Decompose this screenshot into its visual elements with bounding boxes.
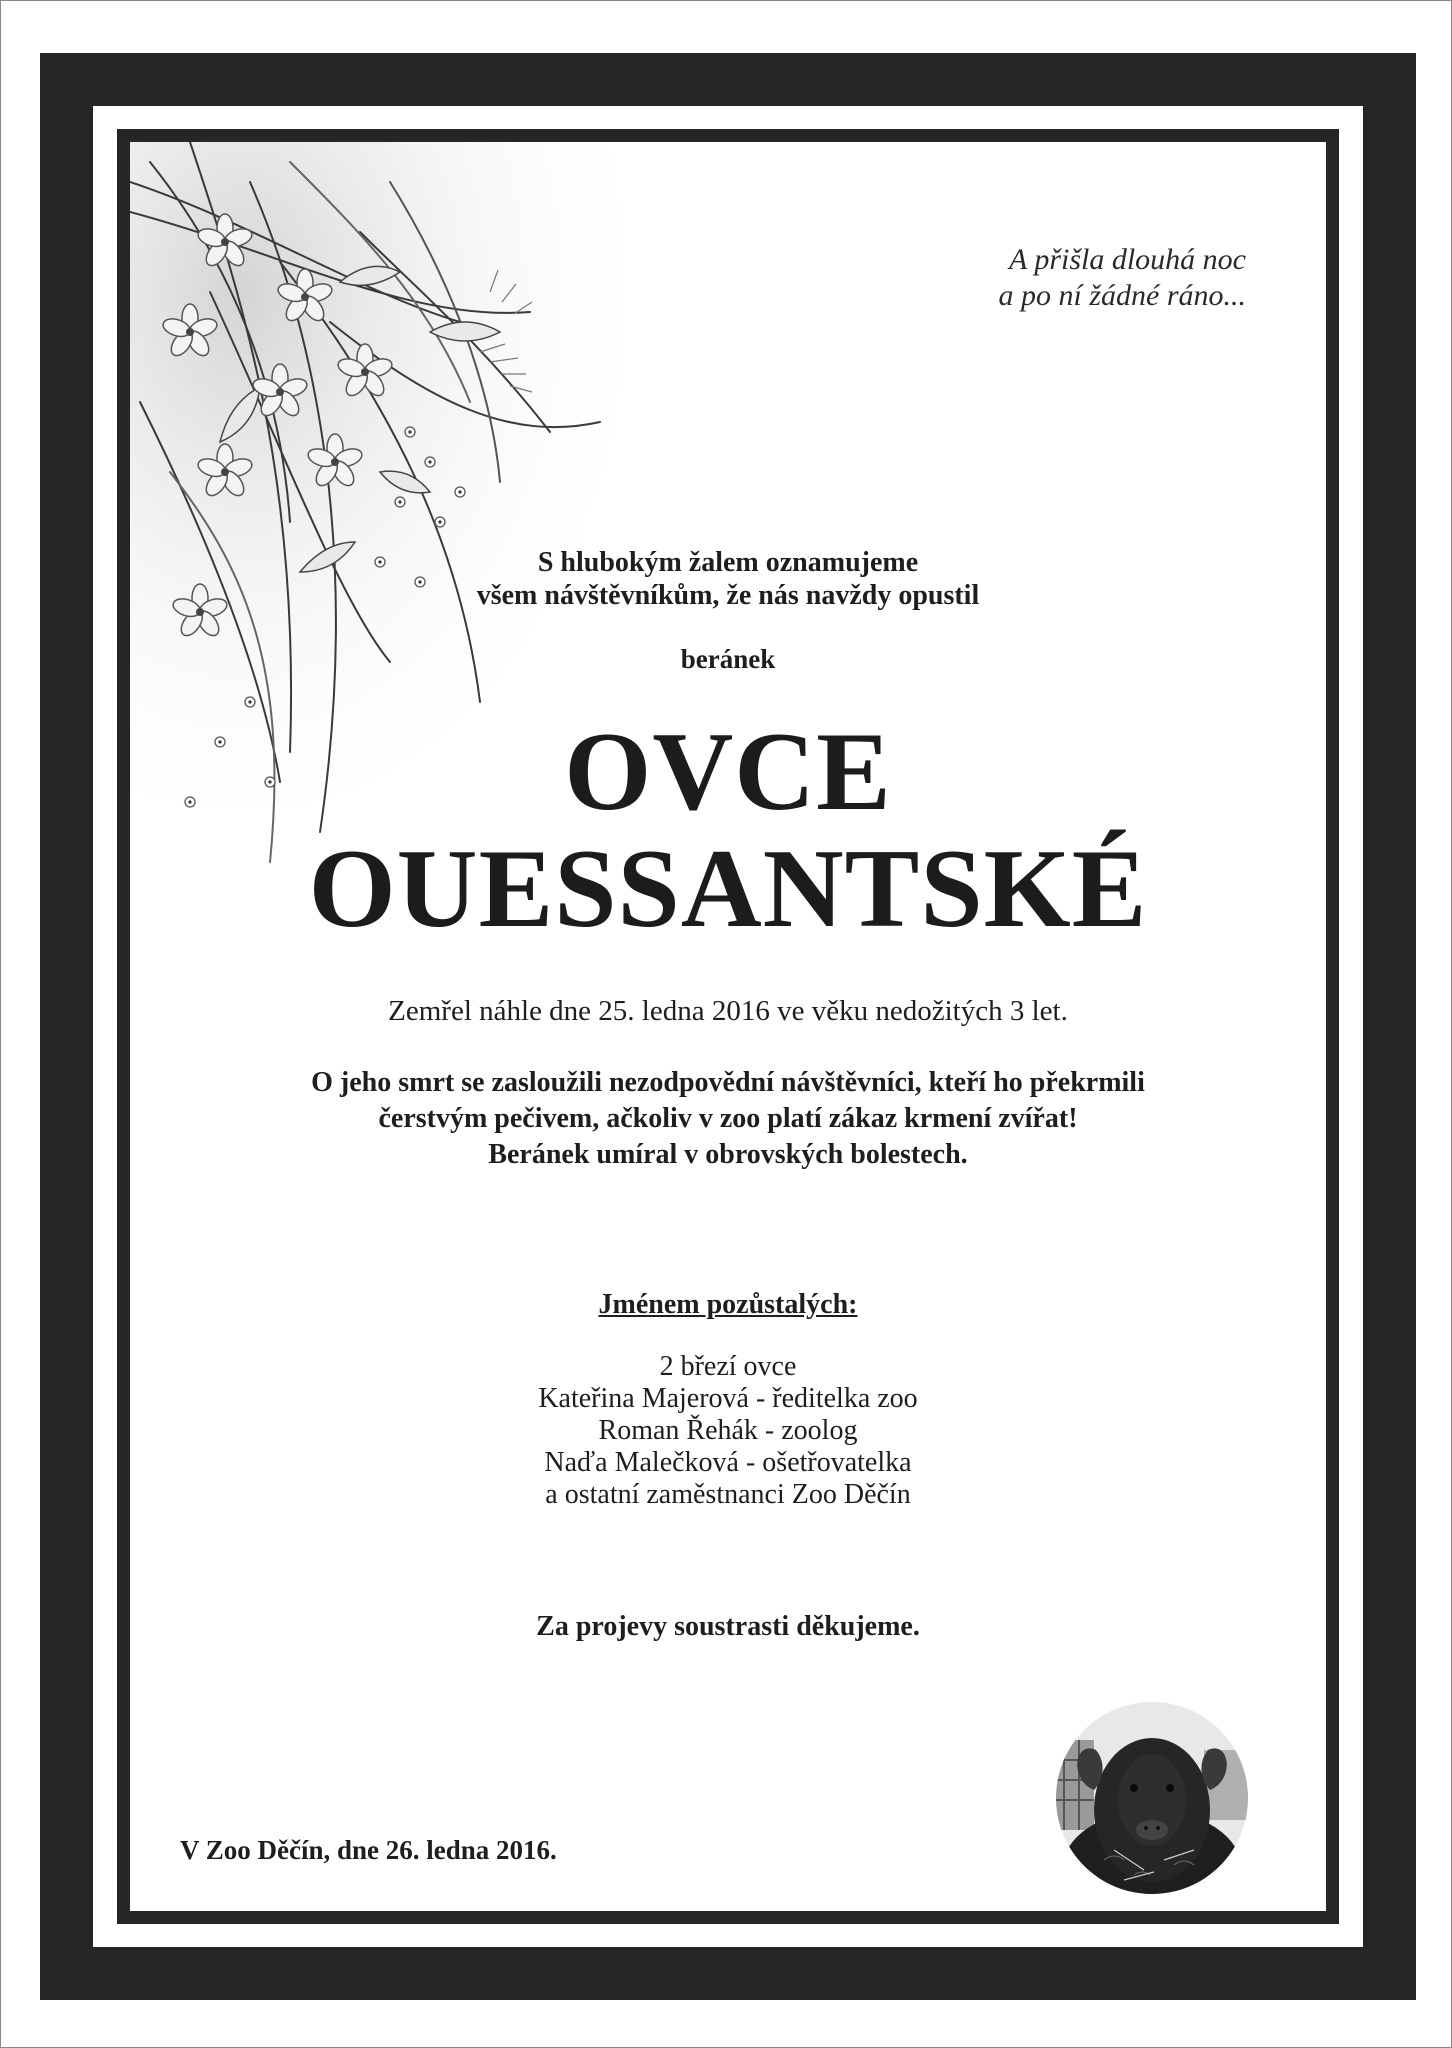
survivor-item: Roman Řehák - zoolog — [598, 1415, 858, 1446]
obituary-notice — [130, 142, 1326, 1911]
thanks-note: Za projevy soustrasti děkujeme. — [536, 1611, 920, 1642]
name-line: OVCE — [564, 710, 892, 834]
sheep-photo — [1054, 1700, 1250, 1896]
intro-line: S hlubokým žalem oznamujeme — [537, 547, 919, 578]
motto-line: A přišla dlouhá noc — [1009, 243, 1246, 276]
survivor-item: 2 březí ovce — [659, 1351, 797, 1382]
survivor-item: Naďa Malečková - ošetřovatelka — [544, 1447, 912, 1478]
name-line: OUESSANTSKÉ — [308, 827, 1148, 951]
motto-line: a po ní žádné ráno... — [998, 279, 1246, 312]
survivor-item: Kateřina Majerová - ředitelka zoo — [538, 1383, 918, 1414]
cause-line: Beránek umíral v obrovských bolestech. — [488, 1139, 968, 1170]
cause-line: O jeho smrt se zasloužili nezodpovědní návštěvníci, kteří ho překrmili — [311, 1067, 1145, 1098]
survivors-heading: Jménem pozůstalých: — [598, 1289, 858, 1320]
motto — [999, 242, 1247, 314]
subject-label: beránek — [680, 644, 776, 674]
intro-line: všem návštěvníkům, že nás navždy opustil — [476, 580, 980, 611]
survivor-item: a ostatní zaměstnanci Zoo Děčín — [545, 1479, 911, 1510]
cause-line: čerstvým pečivem, ačkoliv v zoo platí zákaz krmení zvířat! — [378, 1103, 1078, 1134]
place-and-date: V Zoo Děčín, dne 26. ledna 2016. — [180, 1835, 557, 1865]
cause-of-death — [130, 1065, 1326, 1173]
death-notice: Zemřel náhle dne 25. ledna 2016 ve věku nedožitých 3 let. — [388, 995, 1068, 1027]
deceased-name — [130, 710, 1326, 951]
announcement-intro — [130, 546, 1326, 612]
survivors-list — [130, 1351, 1326, 1511]
